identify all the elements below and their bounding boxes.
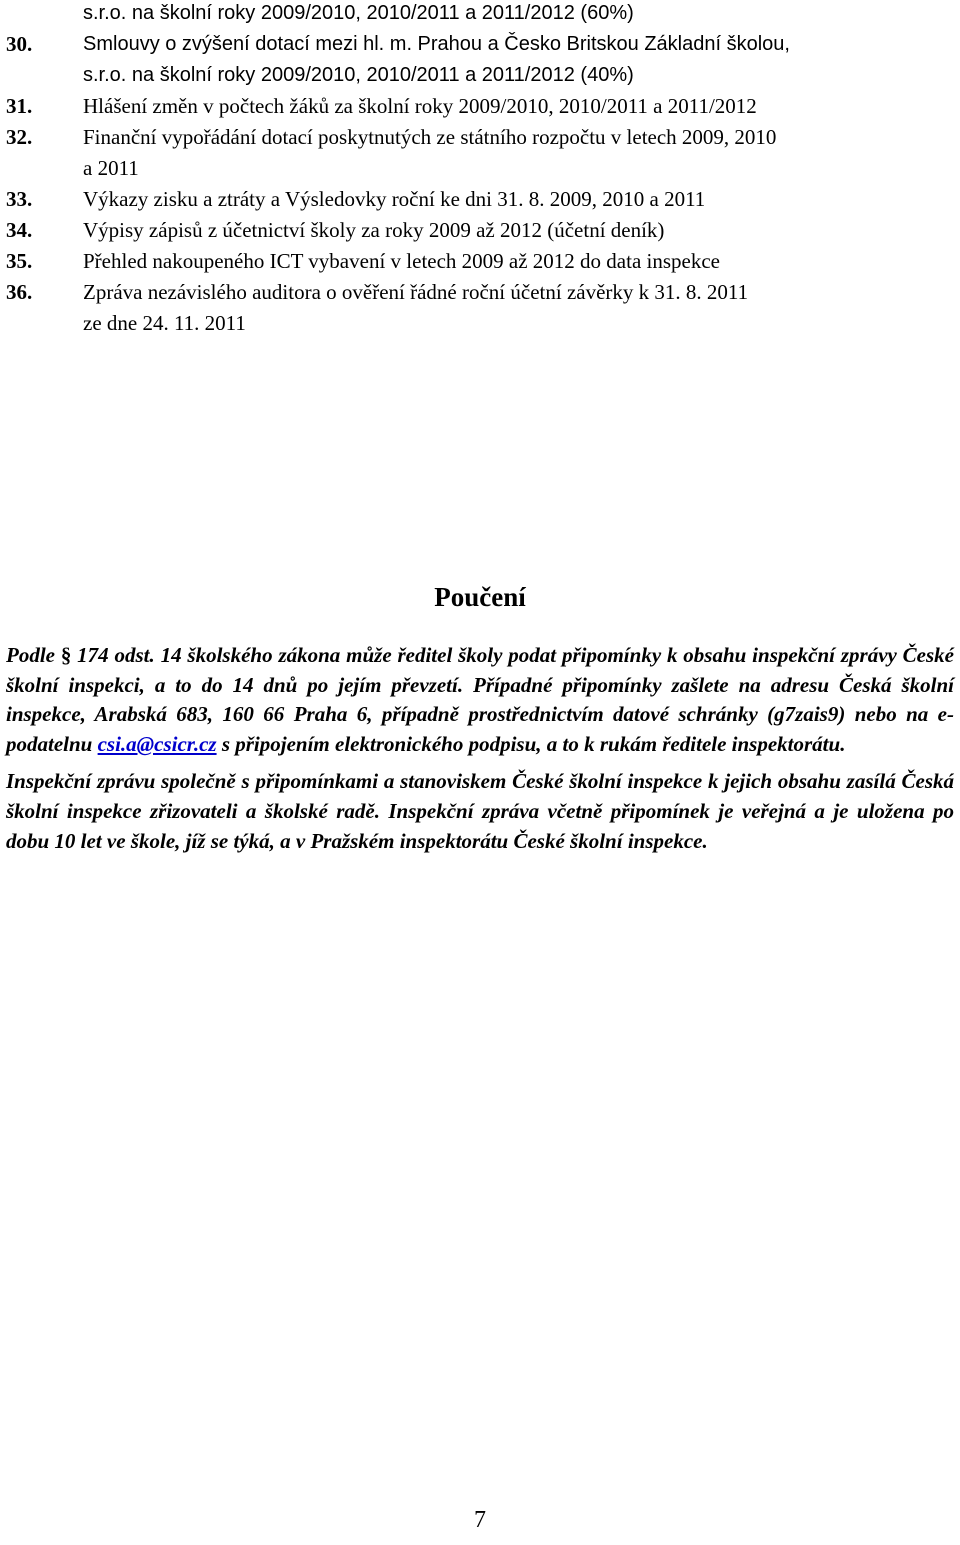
list-item (6, 91, 954, 122)
list-item (6, 215, 954, 246)
page-number: 7 (474, 1507, 486, 1533)
notice-paragraph-1 (6, 641, 954, 759)
list-item-number: 33. (6, 187, 33, 211)
list-item-continuation: s.r.o. na školní roky 2009/2010, 2010/2011 a 2011/2012 (60%) (83, 2, 634, 24)
section-heading: Poučení (434, 582, 526, 612)
list-item-text: Smlouvy o zvýšení dotací mezi hl. m. Prahou a Česko Britskou Základní školou, (83, 33, 790, 55)
appendix-list (6, 0, 954, 339)
list-item-number: 35. (6, 249, 33, 273)
list-item-number: 36. (6, 280, 33, 304)
list-item (6, 29, 954, 60)
list-item (6, 122, 954, 153)
list-item-continuation: a 2011 (83, 156, 139, 180)
list-item-text: Výkazy zisku a ztráty a Výsledovky roční ke dni 31. 8. 2009, 2010 a 2011 (83, 187, 706, 211)
list-item-number: 30. (6, 32, 33, 56)
list-item-number: 31. (6, 94, 33, 118)
list-item (6, 246, 954, 277)
list-item-text: Přehled nakoupeného ICT vybavení v letech 2009 až 2012 do data inspekce (83, 249, 721, 273)
list-item-text: Finanční vypořádání dotací poskytnutých ze státního rozpočtu v letech 2009, 2010 (83, 125, 777, 149)
list-item-number: 32. (6, 125, 33, 149)
section-mark: § (60, 643, 72, 667)
list-item (6, 277, 954, 308)
list-item-number: 34. (6, 218, 33, 242)
notice-text: s připojením elektronického podpisu, a to k rukám ředitele inspektorátu. (216, 731, 846, 756)
list-item-continuation: s.r.o. na školní roky 2009/2010, 2010/2011 a 2011/2012 (40%) (83, 64, 634, 86)
email-link[interactable]: csi.a@csicr.cz (97, 731, 217, 756)
notice-text: Podle (6, 643, 61, 667)
notice-paragraph-2: Inspekční zprávu společně s připomínkami a stanoviskem České školní inspekce k jejich obsahu zasílá Česká školní inspekce zřizovateli a školské radě. Inspekční zpráva včetně připomínek je veřejná a je uložena po dobu 10 let ve škole, jíž se týká, a v Pražském inspektorátu České školní inspekce. (6, 769, 954, 853)
list-item-continuation: ze dne 24. 11. 2011 (83, 311, 246, 335)
list-item (6, 184, 954, 215)
list-item-text: Hlášení změn v počtech žáků za školní roky 2009/2010, 2010/2011 a 2011/2012 (83, 94, 757, 118)
list-item-text: Výpisy zápisů z účetnictví školy za roky 2009 až 2012 (účetní deník) (83, 218, 665, 242)
list-item-text: Zpráva nezávislého auditora o ověření řádné roční účetní závěrky k 31. 8. 2011 (83, 280, 749, 304)
notice-body (6, 641, 954, 856)
notice-text: 174 odst. 14 školského zákona může ředitel školy podat připomínky k obsahu inspekční zprávy České školní inspekci, a to do 14 dnů po jejím převzetí. Případné připomínky zašlete na adresu Česká školní inspekce, Arabská 683, 160 66 Praha 6, případně prostřednictvím datové schránky (g7zais9) nebo na e-podatelnu (6, 643, 954, 756)
